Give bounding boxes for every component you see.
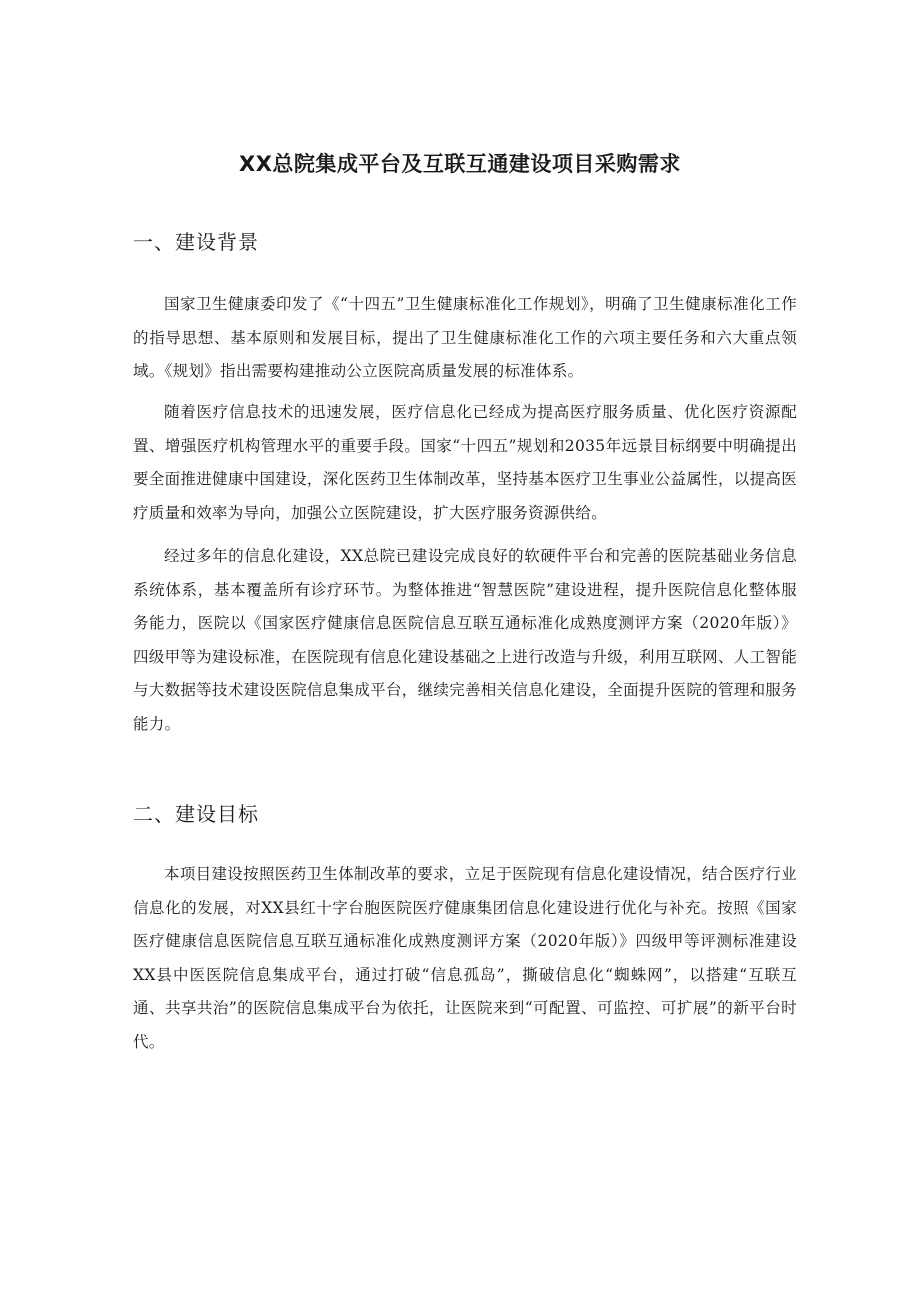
paragraph-goals-1: 本项目建设按照医药卫生体制改革的要求，立足于医院现有信息化建设情况，结合医疗行业信息化的发展，对XX县红十字台胞医院医疗健康集团信息化建设进行优化与补充。按照《国家医疗健康信息医院信息互联互通标准化成熟度测评方案（2020年版）》四级甲等评测标准建设XX县中医医院信息集成平台，通过打破“信息孤岛”，撕破信息化“蜘蛛网”，以搭建“互联互通、共享共治”的医院信息集成平台为依托，让医院来到“可配置、可监控、可扩展”的新平台时代。 bbox=[133, 865, 797, 1051]
section-heading-goals: 二、建设目标 bbox=[133, 802, 259, 826]
paragraph-background-3: 经过多年的信息化建设，XX总院已建设完成良好的软硬件平台和完善的医院基础业务信息系统体系，基本覆盖所有诊疗环节。为整体推进“智慧医院”建设进程，提升医院信息化整体服务能力，医院以《国家医疗健康信息医院信息互联互通标准化成熟度测评方案（2020年版）》四级甲等为建设标准，在医院现有信息化建设基础之上进行改造与升级，利用互联网、人工智能与大数据等技术建设医院信息集成平台，继续完善相关信息化建设，全面提升医院的管理和服务能力。 bbox=[133, 547, 797, 733]
section-heading-background: 一、建设背景 bbox=[133, 230, 259, 254]
paragraph-background-2: 随着医疗信息技术的迅速发展，医疗信息化已经成为提高医疗服务质量、优化医疗资源配置、增强医疗机构管理水平的重要手段。国家“十四五”规划和2035年远景目标纲要中明确提出要全面推进健康中国建设，深化医药卫生体制改革，坚持基本医疗卫生事业公益属性，以提高医疗质量和效率为导向，加强公立医院建设，扩大医疗服务资源供给。 bbox=[133, 403, 797, 522]
document-title: XX总院集成平台及互联互通建设项目采购需求 bbox=[239, 152, 681, 176]
paragraph-background-1: 国家卫生健康委印发了《“十四五”卫生健康标准化工作规划》，明确了卫生健康标准化工作的指导思想、基本原则和发展目标，提出了卫生健康标准化工作的六项主要任务和六大重点领域。《规划》指出需要构建推动公立医院高质量发展的标准体系。 bbox=[133, 295, 797, 380]
